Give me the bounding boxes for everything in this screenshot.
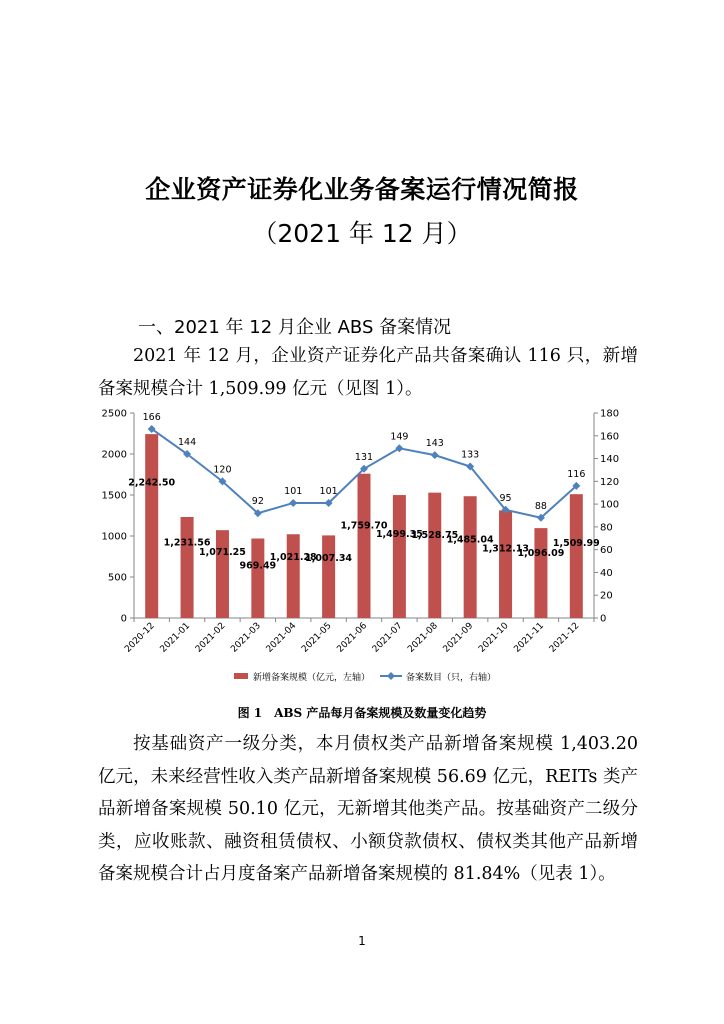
abs-monthly-chart [92,402,632,694]
right-axis-tick-label: 60 [600,545,613,557]
x-axis-category-label: 2021-03 [229,621,263,655]
right-axis-tick-label: 20 [600,590,613,602]
count-data-label: 131 [354,451,374,463]
document-title: 企业资产证券化业务备案运行情况简报 [145,175,579,204]
legend-line-label: 备案数目（只，右轴） [406,673,497,683]
count-data-label: 143 [425,438,444,450]
bar-data-label: 1,071.25 [199,546,246,558]
x-axis-category-label: 2020-12 [123,621,157,655]
bar-2021-03 [251,539,264,618]
count-data-label: 88 [534,500,547,512]
left-axis-tick-label: 1000 [101,531,127,543]
right-axis-tick-label: 40 [600,567,613,579]
right-axis-tick-label: 100 [600,499,620,511]
count-data-label: 149 [390,431,409,443]
paragraph-classification: 按基础资产一级分类，本月债权类产品新增备案规模 1,403.20 亿元，未来经营性收入类产品新增备案规模 56.69 亿元，REITs 类产品新增备案规模 50.10 亿元，无新增其他类产品。按基础资产二级分类，应收账款、融资租赁债权、小额贷款债权、债权类其他产品新增备案规模合计占月度备案产品新增备案规模的 81.84%（见表 1）。 [98,734,638,884]
legend-line-marker [387,672,395,680]
legend-bar-swatch [234,673,248,679]
count-point-2021-04 [289,499,297,507]
bar-2021-02 [216,530,229,618]
bar-2021-08 [428,493,441,618]
left-axis-tick-label: 2000 [101,449,127,461]
count-point-2021-08 [431,451,439,459]
bar-2020-12 [145,434,158,618]
bar-2021-04 [287,534,300,618]
count-data-label: 95 [499,492,512,504]
right-axis-tick-label: 120 [600,476,620,488]
x-axis-category-label: 2021-08 [406,621,440,655]
x-axis-category-label: 2021-05 [300,621,334,655]
bar-data-label: 1,759.70 [340,520,388,532]
chart-legend [234,671,496,683]
bar-data-label: 969.49 [239,560,277,572]
bar-data-label: 1,499.35 [375,528,423,540]
count-data-label: 133 [461,449,480,461]
count-data-label: 144 [178,437,197,448]
bar-data-label: 1,509.99 [552,538,600,550]
bar-data-label: 1,528.75 [411,529,459,541]
bar-data-label: 1,231.56 [163,537,211,549]
bar-2021-07 [393,495,406,618]
left-axis-tick-label: 500 [107,572,127,584]
right-axis-tick-label: 140 [600,454,620,466]
x-axis-category-label: 2021-10 [476,621,511,655]
count-data-label: 120 [213,464,232,476]
x-axis-category-label: 2021-01 [158,621,193,655]
bar-2021-01 [181,517,194,618]
left-axis-tick-label: 0 [120,613,127,625]
bar-data-label: 1,485.04 [446,534,494,546]
x-axis-category-label: 2021-07 [370,621,405,655]
count-data-label: 116 [567,468,586,480]
x-axis-category-label: 2021-11 [512,621,547,655]
bar-data-label: 1,021.28 [269,552,317,564]
right-axis-tick-label: 0 [600,613,607,625]
right-axis-tick-label: 160 [600,431,620,443]
count-data-label: 101 [284,485,303,497]
count-data-label: 92 [251,496,264,508]
paragraph-summary: 2021 年 12 月，企业资产证券化产品共备案确认 116 只，新增备案规模合计 1,509.99 亿元（见图 1）。 [98,346,638,399]
x-axis-category-label: 2021-09 [441,621,476,655]
bar-data-label: 1,096.09 [517,547,565,559]
right-axis-tick-label: 180 [600,408,620,420]
x-axis-category-label: 2021-06 [335,621,370,655]
figure-caption: 图 1 ABS 产品每月备案规模及数量变化趋势 [237,706,487,720]
count-data-label: 101 [319,485,338,497]
x-axis-category-label: 2021-12 [547,621,582,655]
bar-2021-05 [322,535,335,618]
bar-2021-06 [358,474,371,618]
count-data-label: 166 [142,411,161,423]
legend-bar-label: 新增备案规模（亿元，左轴） [253,673,371,683]
bar-data-label: 1,007.34 [305,553,353,565]
bar-2021-11 [534,528,547,618]
bar-2021-12 [570,494,583,618]
bar-2021-09 [464,496,477,618]
section-heading: 一、2021 年 12 月企业 ABS 备案情况 [138,317,452,338]
x-axis-category-label: 2021-04 [264,621,299,655]
bar-data-label: 2,242.50 [128,477,176,489]
left-axis-tick-label: 2500 [101,408,127,420]
bar-data-label: 1,312.13 [482,543,529,555]
page-number: 1 [358,934,366,948]
right-axis-tick-label: 80 [600,522,613,534]
bar-2021-10 [499,510,512,618]
document-subtitle: （2021 年 12 月） [252,219,472,248]
left-axis-tick-label: 1500 [101,490,127,502]
x-axis-category-label: 2021-02 [193,621,228,655]
count-point-2021-07 [395,444,403,452]
